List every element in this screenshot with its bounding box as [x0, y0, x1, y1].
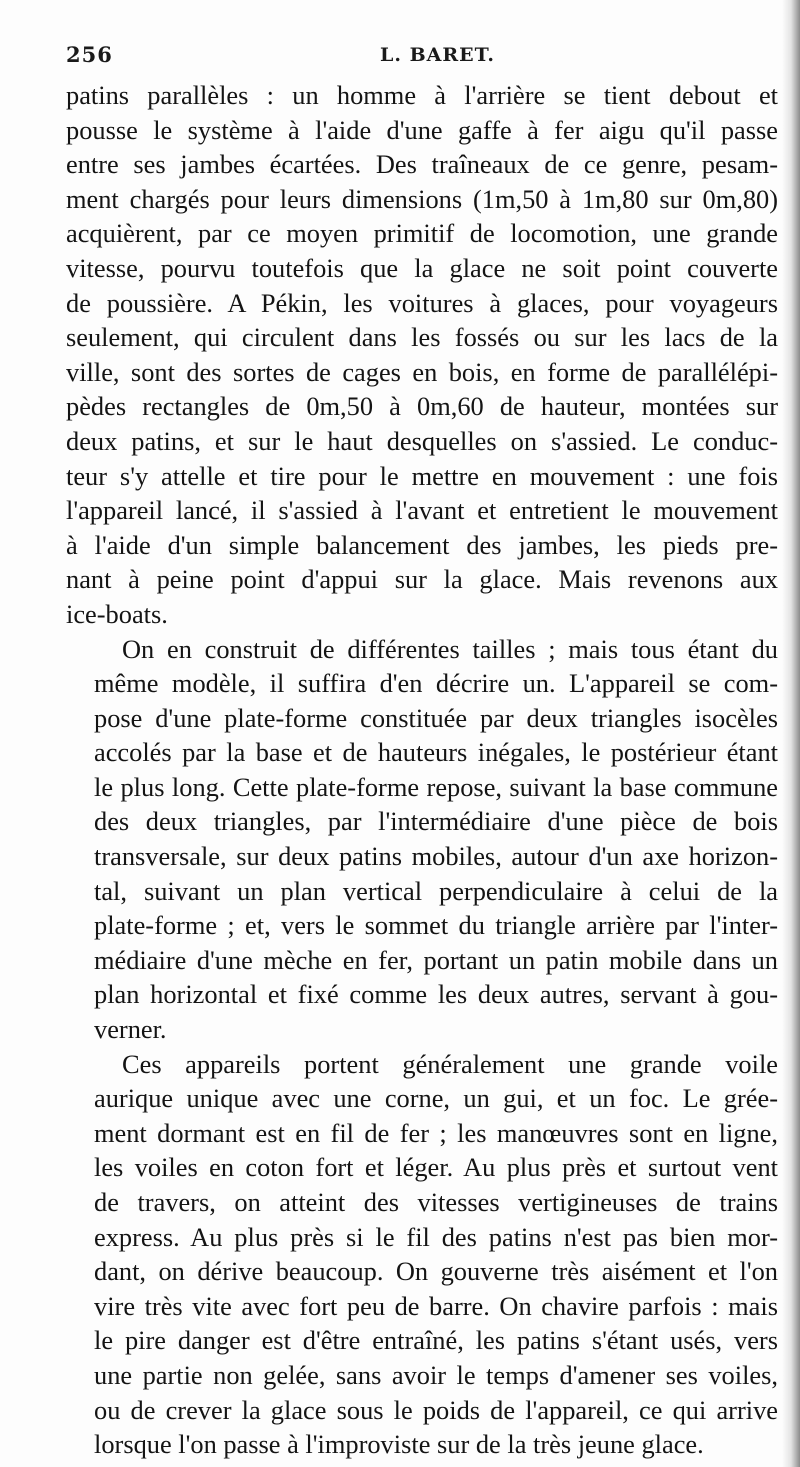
text-line: une partie non gelée, sans avoir le temps d'amener ses voiles,: [94, 1359, 778, 1390]
text-line: verner.: [94, 1014, 167, 1045]
text-line: patins parallèles : un homme à l'arrière se tient debout et: [66, 80, 778, 110]
page-edge-shadow: [782, 0, 800, 1467]
text-line: accolés par la base et de hauteurs inégales, le postérieur étant: [94, 737, 778, 768]
text-line: On en construit de différentes tailles ; mais tous étant du: [122, 633, 778, 664]
running-head: L. BARET.: [380, 44, 495, 66]
text-line: ice-boats.: [66, 598, 168, 629]
text-line: lorsque l'on passe à l'improviste sur de la très jeune glace.: [94, 1429, 704, 1460]
text-line: vitesse, pourvu toutefois que la glace ne soit point couverte: [66, 252, 778, 283]
text-line: acquièrent, par ce moyen primitif de locomotion, une grande: [66, 218, 778, 249]
text-line: tal, suivant un plan vertical perpendiculaire à celui de la: [94, 875, 778, 906]
text-line: de travers, on atteint des vitesses vertigineuses de trains: [94, 1187, 778, 1217]
text-line: même modèle, il suffira d'en décrire un. L'appareil se com-: [94, 668, 778, 699]
text-line: des deux triangles, par l'intermédiaire d'une pièce de bois: [94, 806, 778, 837]
text-line: pousse le système à l'aide d'une gaffe à fer aigu qu'il passe: [66, 114, 778, 145]
paragraph-1: [66, 78, 778, 632]
text-line: entre ses jambes écartées. Des traîneaux de ce genre, pesam-: [66, 149, 778, 180]
text-line: ment chargés pour leurs dimensions (1m,50 à 1m,80 sur 0m,80): [66, 183, 778, 214]
text-line: ment dormant est en fil de fer ; les manœuvres sont en ligne,: [94, 1117, 778, 1148]
text-line: vire très vite avec fort peu de barre. On chavire parfois : mais: [94, 1290, 778, 1321]
text-line: le plus long. Cette plate-forme repose, suivant la base commune: [94, 771, 778, 802]
text-line: pèdes rectangles de 0m,50 à 0m,60 de hauteur, montées sur: [66, 391, 778, 422]
text-line: dant, on dérive beaucoup. On gouverne très aisément et l'on: [94, 1256, 778, 1287]
text-line: pose d'une plate-forme constituée par deux triangles isocèles: [94, 702, 778, 733]
text-line: médiaire d'une mèche en fer, portant un patin mobile dans un: [94, 944, 778, 975]
paragraph-2: [66, 632, 778, 1047]
text-line: nant à peine point d'appui sur la glace. Mais revenons aux: [66, 564, 778, 595]
page-header: [66, 42, 782, 72]
text-line: plan horizontal et fixé comme les deux autres, servant à gou-: [94, 979, 778, 1010]
text-line: de poussière. A Pékin, les voitures à glaces, pour voyageurs: [66, 287, 778, 318]
paragraph-3: [66, 1047, 778, 1462]
body-text: [66, 78, 778, 1462]
page-number: 256: [66, 42, 113, 67]
text-line: aurique unique avec une corne, un gui, et un foc. Le grée-: [94, 1083, 778, 1114]
text-line: le pire danger est d'être entraîné, les patins s'étant usés, vers: [94, 1325, 778, 1356]
text-line: Ces appareils portent généralement une grande voile: [122, 1048, 778, 1079]
text-line: l'appareil lancé, il s'assied à l'avant et entretient le mouvement: [66, 495, 778, 526]
text-line: les voiles en coton fort et léger. Au plus près et surtout vent: [94, 1152, 778, 1183]
text-line: teur s'y attelle et tire pour le mettre en mouvement : une fois: [66, 460, 778, 491]
text-line: seulement, qui circulent dans les fossés ou sur les lacs de la: [66, 322, 778, 353]
text-line: deux patins, et sur le haut desquelles on s'assied. Le conduc-: [66, 425, 778, 456]
text-line: ville, sont des sortes de cages en bois, en forme de parallélépi-: [66, 356, 778, 387]
text-line: à l'aide d'un simple balancement des jambes, les pieds pre-: [66, 529, 778, 560]
text-line: plate-forme ; et, vers le sommet du triangle arrière par l'inter-: [94, 910, 778, 941]
text-line: ou de crever la glace sous le poids de l'appareil, ce qui arrive: [94, 1394, 778, 1425]
text-line: transversale, sur deux patins mobiles, autour d'un axe horizon-: [94, 841, 778, 872]
text-line: express. Au plus près si le fil des patins n'est pas bien mor-: [94, 1221, 778, 1252]
